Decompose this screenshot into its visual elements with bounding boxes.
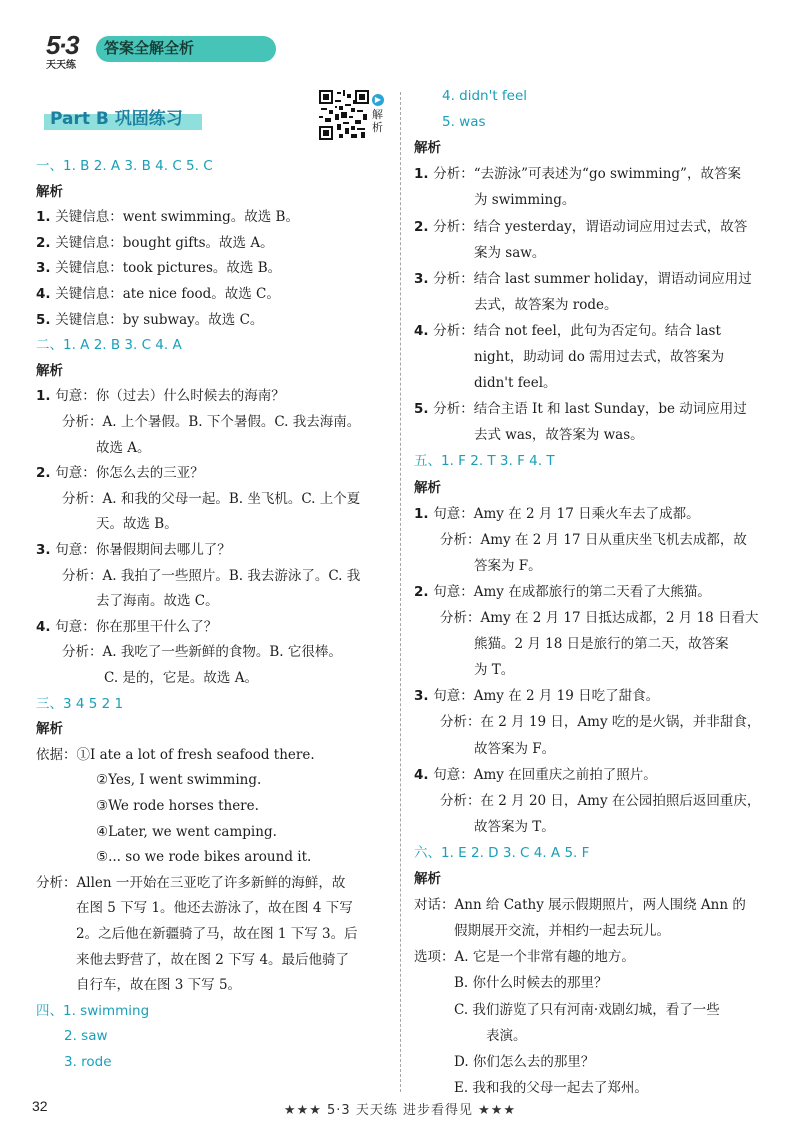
item-text: 句意：Amy 在成都旅行的第二天看了大熊猫。 [433,583,711,600]
explanation-line: 故选 A。 [96,439,151,456]
answer-line: 3. rode [64,1054,112,1070]
explanation-line: 去了海南。故选 C。 [96,593,219,610]
item-text: 分析：结合主语 It 和 last Sunday，be 动词应用过 [433,401,747,418]
explanation-line [414,687,659,705]
item-number: 1. [414,505,434,522]
explanation-line: 为 swimming。 [474,192,576,209]
explanation-line: 分析：Amy 在 2 月 17 日从重庆坐飞机去成都，故 [440,531,747,548]
explanation-line [36,285,280,303]
item-text: 关键信息：took pictures。故选 B。 [55,260,282,277]
explanation-line [36,387,285,405]
explanation-line: 2。之后他在新疆骑了马，故在图 1 下写 3。后 [76,926,358,942]
page-number: 32 [32,1098,48,1114]
explanation-line [36,234,274,252]
analysis-heading: 解析 [414,140,441,157]
item-text: 句意：你在那里干什么了？ [55,618,218,635]
item-number: 4. [414,766,434,783]
item-text: 句意：Amy 在 2 月 17 日乘火车去了成都。 [433,505,700,522]
play-icon[interactable]: ▶ [372,94,384,106]
item-text: 关键信息：went swimming。故选 B。 [55,209,299,226]
analysis-heading: 解析 [414,479,441,496]
answer-line: 三、3 4 5 2 1 [36,695,124,712]
explanation-line: 去式，故答案为 rode。 [474,296,618,313]
answer-line: 5. was [442,114,486,131]
explanation-line: 分析：A. 和我的父母一起。B. 坐飞机。C. 上个夏 [62,490,361,507]
explanation-line [414,766,657,784]
item-number: 3. [36,542,56,558]
explanation-line: E. 我和我的父母一起去了郑州。 [454,1079,648,1096]
explanation-line [36,541,231,559]
qr-code-icon[interactable] [319,90,369,140]
answer-line: 2. saw [64,1028,108,1045]
item-text: 分析：结合 yesterday，谓语动词应用过去式，故答 [433,218,748,235]
explanation-line: 分析：在 2 月 19 日，Amy 吃的是火锅，并非甜食， [440,714,761,731]
item-number: 5. [36,311,56,328]
explanation-line: 表演。 [486,1027,527,1044]
item-text: 句意：你暑假期间去哪儿了？ [55,542,231,558]
item-number: 2. [414,583,434,600]
explanation-line: ⑤... so we rode bikes around it. [96,849,312,866]
explanation-line: ③We rode horses there. [96,798,259,814]
explanation-line [414,583,711,601]
item-number: 5. [414,401,434,418]
item-number: 3. [414,688,434,705]
page-header [32,24,432,76]
explanation-line: 故答案为 F。 [474,740,556,757]
explanation-line [36,464,204,482]
explanation-line: night，助动词 do 需用过去式，故答案为 [474,349,725,365]
answer-line: 六、1. E 2. D 3. C 4. A 5. F [414,844,590,861]
answer-line: 一、1. B 2. A 3. B 4. C 5. C [36,158,213,174]
explanation-line: 对话：Ann 给 Cathy 展示假期照片，两人围绕 Ann 的 [414,897,746,914]
item-number: 1. [414,166,434,183]
answer-line: 4. didn't feel [442,88,528,104]
explanation-line [414,218,747,236]
explanation-line: 分析：A. 我吃了一些新鲜的食物。B. 它很棒。 [62,644,342,661]
answer-line: 二、1. A 2. B 3. C 4. A [36,337,182,354]
explanation-line: 依据：①I ate a lot of fresh seafood there. [36,746,315,763]
item-number: 4. [414,322,434,339]
item-number: 2. [36,234,56,251]
explanation-line: 分析：在 2 月 20 日，Amy 在公园拍照后返回重庆， [440,792,761,809]
item-number: 3. [36,260,56,277]
explanation-line: 假期展开交流，并相约一起去玩儿。 [454,923,670,940]
explanation-line: 选项：A. 它是一个非常有趣的地方。 [414,949,635,966]
explanation-line: C. 我们游览了只有河南·戏剧幻城，看了一些 [454,1001,720,1018]
explanation-line: 为 T。 [474,662,515,679]
explanation-line [414,505,700,523]
explanation-line: 分析：Allen 一开始在三亚吃了许多新鲜的海鲜，故 [36,874,346,891]
explanation-line: ④Later, we went camping. [96,823,277,840]
explanation-line: 答案为 F。 [474,557,542,574]
explanation-line: 自行车，故在图 3 下写 5。 [76,977,242,994]
explanation-line: C. 是的，它是。故选 A。 [104,670,258,686]
answer-line: 四、1. swimming [36,1002,150,1019]
footer-slogan: ★★★ 5·3 天天练 进步看得见 ★★★ [283,1103,517,1118]
analysis-heading: 解析 [36,362,63,379]
item-text: 分析：结合 not feel，此句为否定句。结合 last [433,322,721,339]
explanation-line: D. 你们怎么去的那里？ [454,1053,595,1070]
explanation-line: 去式 was，故答案为 was。 [474,427,644,444]
qr-label: 解析 [372,108,383,134]
item-number: 2. [414,218,434,235]
explanation-line: 分析：A. 上个暑假。B. 下个暑假。C. 我去海南。 [62,414,361,430]
item-text: 关键信息：bought gifts。故选 A。 [55,234,274,251]
explanation-line [414,322,721,340]
explanation-line: ②Yes, I went swimming. [96,772,262,789]
explanation-line [414,165,741,183]
explanation-line: 在图 5 下写 1。他还去游泳了，故在图 4 下写 [76,900,353,917]
explanation-line: didn't feel。 [474,375,557,392]
item-number: 4. [36,286,56,302]
item-text: 句意：Amy 在 2 月 19 日吃了甜食。 [433,688,660,705]
explanation-line [36,311,263,329]
item-text: 句意：你（过去）什么时候去的海南？ [55,388,285,405]
explanation-line [36,259,281,277]
explanation-line: 分析：A. 我拍了一些照片。B. 我去游泳了。C. 我 [62,567,361,584]
explanation-line [36,618,217,636]
explanation-line: B. 你什么时候去的那里？ [454,975,608,992]
column-divider [400,92,401,1092]
item-text: 分析：结合 last summer holiday，谓语动词应用过 [433,270,752,287]
item-text: 句意：Amy 在回重庆之前拍了照片。 [433,766,657,783]
analysis-heading: 解析 [36,183,63,200]
explanation-line: 故答案为 T。 [474,818,555,835]
answer-line: 五、1. F 2. T 3. F 4. T [414,453,555,470]
explanation-line [414,400,747,418]
explanation-line [414,270,752,288]
item-text: 句意：你怎么去的三亚？ [55,465,204,482]
explanation-line: 分析：Amy 在 2 月 17 日抵达成都，2 月 18 日看大 [440,610,759,626]
analysis-heading: 解析 [36,721,63,738]
item-text: 关键信息：by subway。故选 C。 [55,311,264,328]
item-number: 2. [36,465,56,482]
item-number: 1. [36,388,56,405]
brand-logo: 5·3 [46,30,78,60]
header-title: 答案全解全析 [104,39,195,57]
explanation-line [36,208,299,226]
part-title: Part B 巩固练习 [50,109,183,129]
item-number: 3. [414,270,434,287]
explanation-line: 熊猫。2 月 18 日是旅行的第二天，故答案 [474,636,729,653]
analysis-heading: 解析 [414,871,441,887]
item-text: 分析：“去游泳”可表述为“go swimming”，故答案 [433,166,741,183]
explanation-line: 案为 saw。 [474,244,546,261]
item-number: 4. [36,618,56,635]
explanation-line: 天。故选 B。 [96,516,178,533]
item-text: 关键信息：ate nice food。故选 C。 [55,286,280,302]
explanation-line: 来他去野营了，故在图 2 下写 4。最后他骑了 [76,951,350,968]
brand-logo-subtitle: 天天练 [46,60,76,71]
item-number: 1. [36,209,56,226]
